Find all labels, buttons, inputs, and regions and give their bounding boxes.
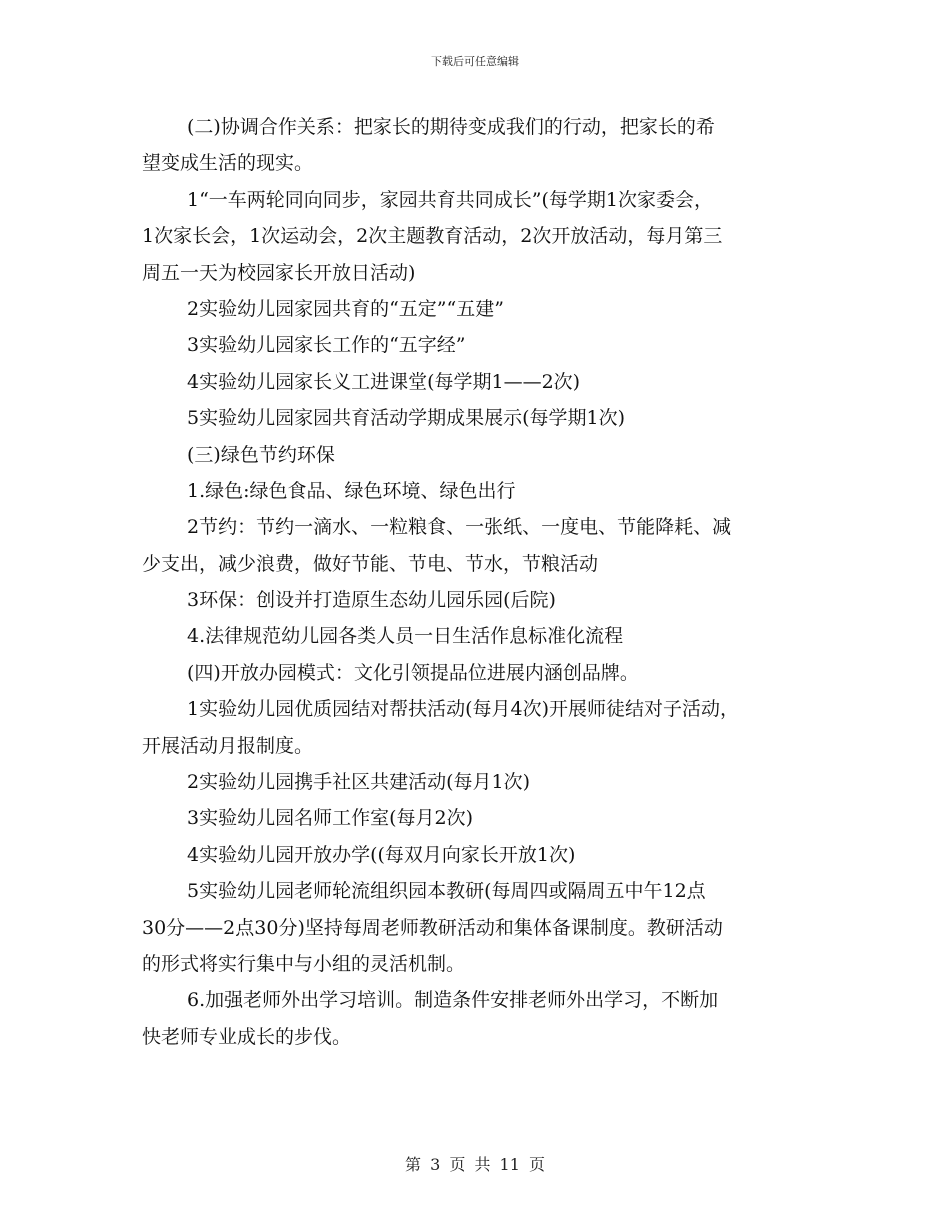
body-line: 周五一天为校园家长开放日活动) — [142, 261, 416, 284]
body-line: 6.加强老师外出学习培训。制造条件安排老师外出学习，不断加 — [187, 989, 719, 1012]
body-line: 4实验幼儿园开放办学((每双月向家长开放1次) — [187, 843, 576, 866]
page-footer: 第 3 页 共 11 页 — [405, 1155, 545, 1174]
body-line: 2实验幼儿园携手社区共建活动(每月1次) — [187, 771, 531, 794]
body-line: 开展活动月报制度。 — [142, 734, 314, 757]
body-line: 4实验幼儿园家长义工进课堂(每学期1——2次) — [187, 370, 581, 393]
body-line: (四)开放办园模式：文化引领提品位进展内涵创品牌。 — [187, 661, 639, 684]
body-line: (三)绿色节约环保 — [187, 443, 335, 466]
body-line: 3实验幼儿园名师工作室(每月2次) — [187, 807, 474, 830]
body-line: 的形式将实行集中与小组的灵活机制。 — [142, 952, 466, 975]
body-line: 少支出，减少浪费，做好节能、节电、节水，节粮活动 — [142, 552, 599, 575]
body-line: 1“一车两轮同向同步，家园共育共同成长”(每学期1次家委会， — [187, 188, 714, 211]
document-body — [142, 109, 822, 1055]
page-header: 下载后可任意编辑 — [431, 55, 519, 68]
body-line: 望变成生活的现实。 — [142, 152, 314, 175]
body-line: 快老师专业成长的步伐。 — [142, 1025, 352, 1048]
body-line: (二)协调合作关系：把家长的期待变成我们的行动，把家长的希 — [187, 116, 715, 138]
body-line: 1.绿色:绿色食品、绿色环境、绿色出行 — [187, 479, 516, 502]
body-line: 1实验幼儿园优质园结对帮扶活动(每月4次)开展师徒结对子活动， — [187, 698, 740, 721]
body-line: 3环保：创设并打造原生态幼儿园乐园(后院) — [187, 589, 556, 612]
body-line: 3实验幼儿园家长工作的“五字经” — [187, 334, 466, 357]
body-line: 4.法律规范幼儿园各类人员一日生活作息标准化流程 — [187, 625, 624, 648]
body-line: 2实验幼儿园家园共育的“五定”“五建” — [187, 297, 504, 320]
body-line: 1次家长会，1次运动会，2次主题教育活动，2次开放活动，每月第三 — [142, 225, 723, 248]
body-line: 30分——2点30分)坚持每周老师教研活动和集体备课制度。教研活动 — [142, 916, 723, 939]
body-line: 2节约：节约一滴水、一粒粮食、一张纸、一度电、节能降耗、减 — [187, 516, 732, 539]
body-line: 5实验幼儿园老师轮流组织园本教研(每周四或隔周五中午12点 — [187, 880, 706, 903]
body-line: 5实验幼儿园家园共育活动学期成果展示(每学期1次) — [187, 407, 626, 430]
